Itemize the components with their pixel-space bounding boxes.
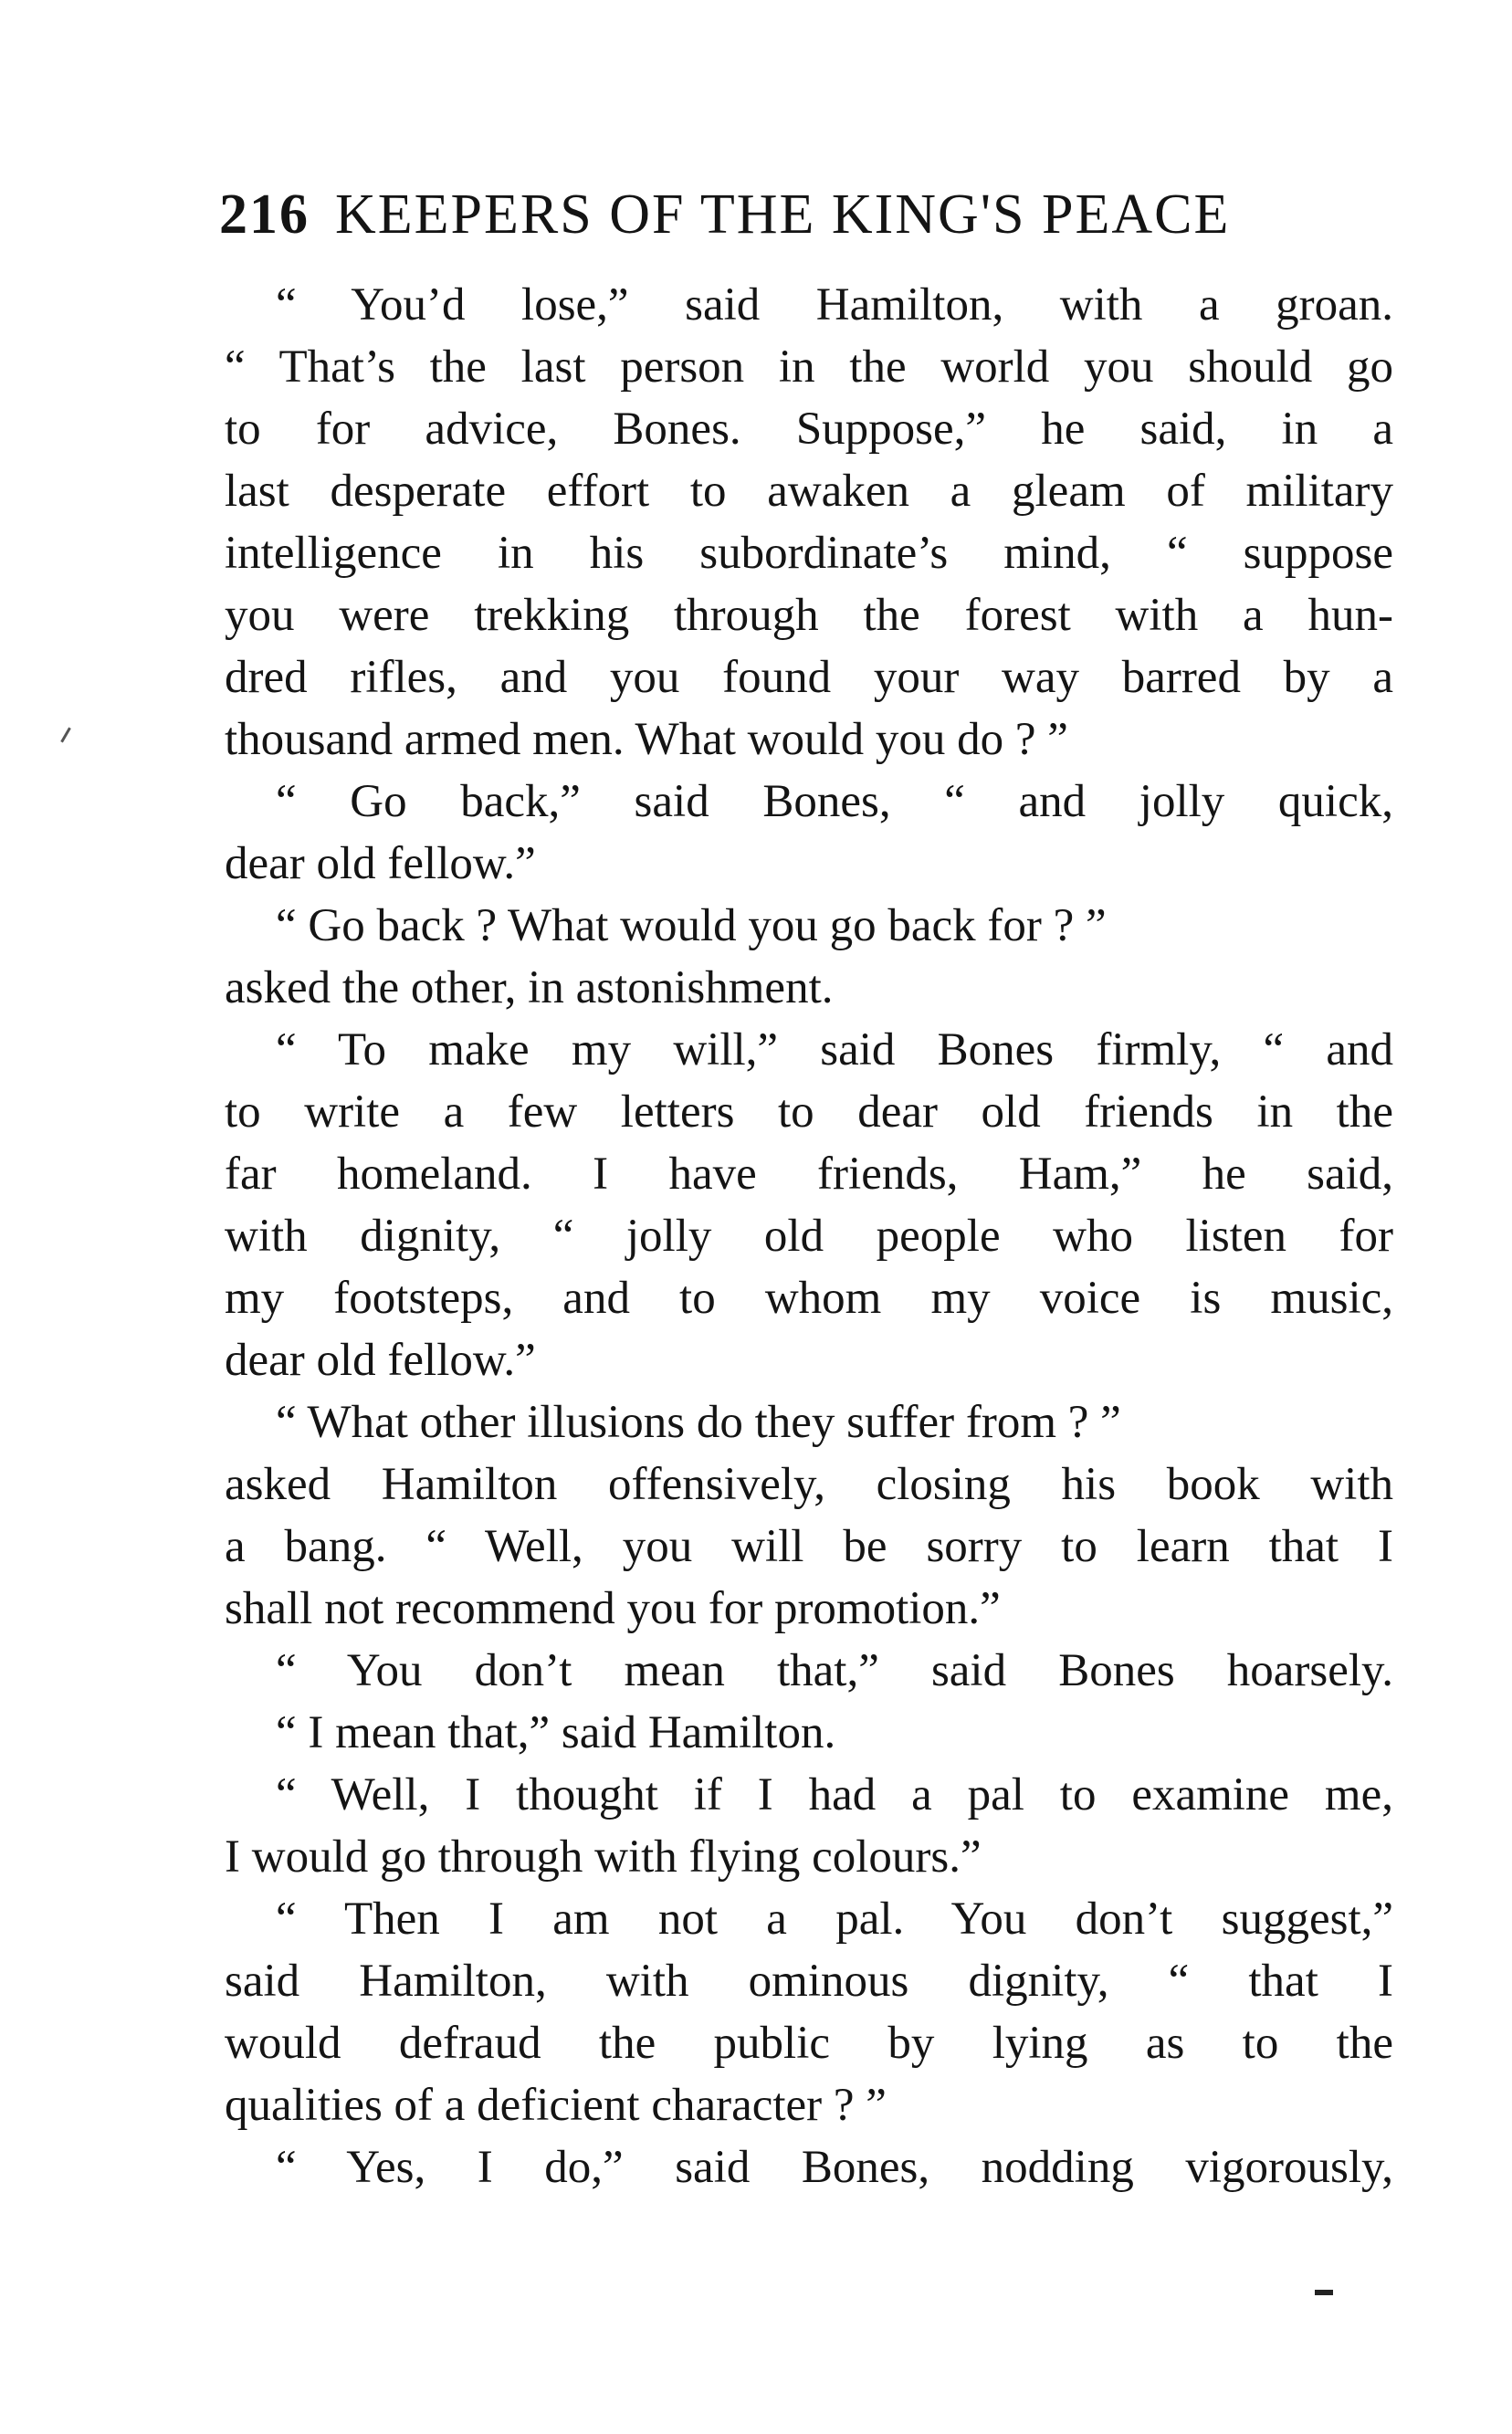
text-line: dear old fellow.”: [225, 838, 536, 889]
text-line: thousand armed men. What would you do ? ”: [225, 714, 1068, 765]
text-line: to for advice, Bones. Suppose,” he said, in a: [225, 404, 1393, 455]
text-line: “ Yes, I do,” said Bones, nodding vigorously,: [276, 2142, 1393, 2193]
text-line: with dignity, “ jolly old people who listen for: [225, 1211, 1393, 1262]
text-line: would defraud the public by lying as to the: [225, 2018, 1393, 2069]
text-line: last desperate effort to awaken a gleam of military: [225, 466, 1393, 517]
text-line: intelligence in his subordinate’s mind, “ suppose: [225, 528, 1393, 579]
text-line: “ Then I am not a pal. You don’t suggest,”: [276, 1894, 1393, 1945]
footer-dash-mark: [1315, 2290, 1333, 2295]
text-line: asked Hamilton offensively, closing his book with: [225, 1459, 1393, 1510]
text-line: “ You don’t mean that,” said Bones hoarsely.: [276, 1645, 1393, 1696]
text-line: dred rifles, and you found your way barred by a: [225, 652, 1393, 703]
text-line: “ I mean that,” said Hamilton.: [276, 1707, 836, 1758]
text-line: “ Go back ? What would you go back for ? ”: [276, 900, 1107, 951]
text-line: shall not recommend you for promotion.”: [225, 1583, 1001, 1634]
text-line: qualities of a deficient character ? ”: [225, 2080, 887, 2131]
text-line: dear old fellow.”: [225, 1335, 536, 1386]
text-line: “ Well, I thought if I had a pal to examine me,: [276, 1769, 1393, 1820]
text-line: said Hamilton, with ominous dignity, “ that I: [225, 1956, 1393, 2007]
text-line: far homeland. I have friends, Ham,” he said,: [225, 1149, 1393, 1200]
text-line: my footsteps, and to whom my voice is music,: [225, 1273, 1393, 1324]
text-line: asked the other, in astonishment.: [225, 962, 834, 1013]
text-line: “ To make my will,” said Bones firmly, “ and: [276, 1024, 1393, 1075]
text-line: “ Go back,” said Bones, “ and jolly quick,: [276, 776, 1393, 827]
running-title: KEEPERS OF THE KING'S PEACE: [335, 184, 1231, 246]
text-line: to write a few letters to dear old friends in the: [225, 1086, 1393, 1138]
text-line: “ That’s the last person in the world you should go: [225, 341, 1393, 393]
page-header: [219, 173, 1351, 256]
body-text: [225, 274, 1393, 2198]
text-line: “ What other illusions do they suffer from ? ”: [276, 1397, 1121, 1448]
text-line: “ You’d lose,” said Hamilton, with a groan.: [276, 279, 1393, 330]
margin-stray-mark: [60, 727, 78, 746]
text-line: you were trekking through the forest with a hun-: [225, 590, 1393, 641]
text-line: a bang. “ Well, you will be sorry to learn that I: [225, 1521, 1393, 1572]
page-number: 216: [219, 184, 310, 246]
text-line: I would go through with flying colours.”: [225, 1831, 982, 1883]
